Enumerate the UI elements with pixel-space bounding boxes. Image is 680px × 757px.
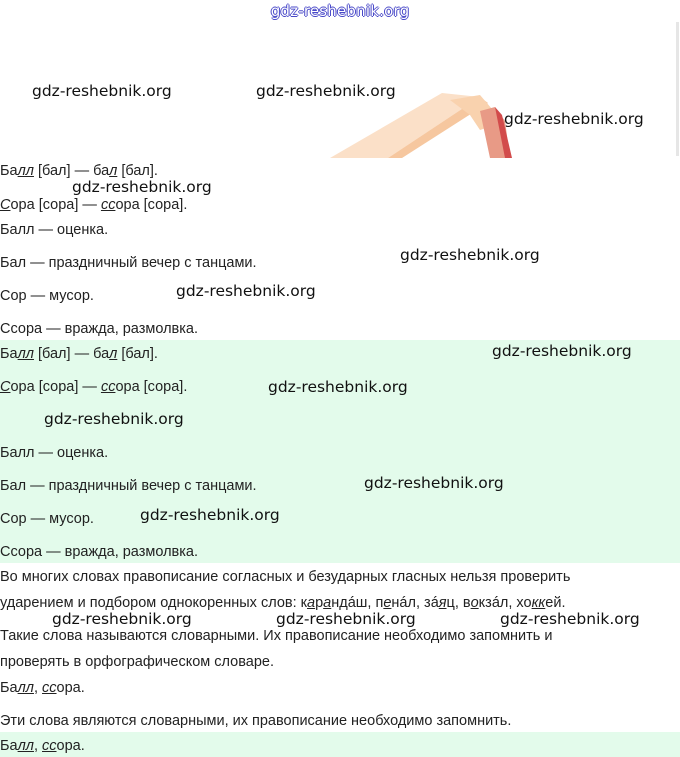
text: Ба — [0, 680, 18, 696]
right-divider — [676, 22, 679, 156]
separator: , — [415, 595, 425, 611]
text: Ба — [0, 163, 18, 179]
underlined-letters: а — [323, 595, 332, 611]
site-header[interactable]: gdz-reshebnik.org — [270, 2, 410, 20]
block2-line-sora — [0, 378, 187, 396]
separator: , — [367, 595, 376, 611]
underlined-letters: л — [109, 163, 118, 179]
rule-line-3: Такие слова называются словарными. Их правописание необходимо запомнить и — [0, 628, 553, 644]
text: [бал]. — [117, 346, 158, 362]
text: ора [сора]. — [115, 197, 188, 213]
watermark: gdz-reshebnik.org — [504, 110, 644, 128]
underlined-letters: сс — [42, 680, 57, 696]
watermark: gdz-reshebnik.org — [44, 410, 184, 428]
block1-def-4: Ссора — вражда, размолвка. — [0, 321, 198, 337]
text: р — [315, 595, 324, 611]
text: , — [33, 738, 43, 754]
watermark: gdz-reshebnik.org — [176, 282, 316, 300]
block2-def-4: Ссора — вражда, размолвка. — [0, 544, 198, 560]
text: в — [462, 595, 471, 611]
underlined-letters: о — [470, 595, 479, 611]
underlined-letters: а — [307, 595, 316, 611]
underlined-letters: сс — [100, 379, 116, 395]
separator: , — [508, 595, 517, 611]
underlined-letters: лл — [17, 738, 34, 754]
text: [бал] — ба — [33, 346, 110, 362]
watermark: gdz-reshebnik.org — [400, 246, 540, 264]
watermark: gdz-reshebnik.org — [32, 82, 172, 100]
text: нáл — [391, 595, 416, 611]
task-statement: Эти слова являются словарными, их правописание необходимо запомнить. — [0, 713, 512, 729]
underlined-letters: С — [0, 197, 11, 213]
rule-line-4: проверять в орфографическом словаре. — [0, 654, 274, 670]
block2-def-3: Сор — мусор. — [0, 511, 94, 527]
block2-line-ball — [0, 345, 158, 363]
text: п — [375, 595, 384, 611]
text: з — [424, 595, 431, 611]
text: ора [сора] — — [10, 197, 101, 213]
separator: . — [561, 595, 566, 611]
dictionary-words — [301, 595, 566, 611]
watermark: gdz-reshebnik.org — [364, 474, 504, 492]
dictionary-word — [516, 595, 561, 611]
underlined-letters: е — [383, 595, 392, 611]
text: Ба — [0, 738, 18, 754]
dictionary-word — [375, 595, 415, 611]
task-words — [0, 679, 85, 697]
text: кзáл — [478, 595, 509, 611]
text: ора. — [56, 680, 85, 696]
watermark: gdz-reshebnik.org — [276, 610, 416, 628]
text: ора [сора] — — [10, 379, 101, 395]
text: ударением и подбором однокоренных слов: — [0, 595, 301, 611]
text: ндáш — [331, 595, 368, 611]
dictionary-word — [301, 595, 368, 611]
separator: , — [454, 595, 463, 611]
watermark: gdz-reshebnik.org — [256, 82, 396, 100]
underlined-letters: лл — [17, 163, 34, 179]
watermark: gdz-reshebnik.org — [52, 610, 192, 628]
underlined-letters: сс — [100, 197, 116, 213]
block1-def-1: Балл — оценка. — [0, 222, 109, 238]
answer-words — [0, 737, 85, 755]
block1-def-2: Бал — праздничный вечер с танцами. — [0, 255, 257, 271]
text: ора [сора]. — [115, 379, 188, 395]
answer-block-2 — [0, 732, 680, 757]
block2-def-1: Балл — оценка. — [0, 445, 109, 461]
text: [бал] — ба — [33, 163, 110, 179]
underlined-letters: л — [109, 346, 118, 362]
text: ей — [545, 595, 562, 611]
block1-line-sora — [0, 196, 187, 214]
text: ц — [446, 595, 455, 611]
dictionary-word — [424, 595, 455, 611]
text: хо — [516, 595, 532, 611]
underlined-letters: сс — [42, 738, 57, 754]
underlined-letters: я — [438, 595, 447, 611]
watermark: gdz-reshebnik.org — [500, 610, 640, 628]
dictionary-word — [463, 595, 508, 611]
text: ора. — [56, 738, 85, 754]
watermark: gdz-reshebnik.org — [492, 342, 632, 360]
watermark: gdz-reshebnik.org — [72, 178, 212, 196]
text: á — [430, 595, 439, 611]
text: к — [300, 595, 308, 611]
watermark: gdz-reshebnik.org — [140, 506, 280, 524]
underlined-letters: С — [0, 379, 11, 395]
rule-line-1: Во многих словах правописание согласных и безударных гласных нельзя проверить — [0, 569, 571, 585]
text: Ба — [0, 346, 18, 362]
watermark: gdz-reshebnik.org — [268, 378, 408, 396]
text: [бал]. — [117, 163, 158, 179]
block2-def-2: Бал — праздничный вечер с танцами. — [0, 478, 257, 494]
underlined-letters: лл — [17, 680, 34, 696]
block1-def-3: Сор — мусор. — [0, 288, 94, 304]
underlined-letters: кк — [531, 595, 546, 611]
underlined-letters: лл — [17, 346, 34, 362]
text: , — [33, 680, 43, 696]
